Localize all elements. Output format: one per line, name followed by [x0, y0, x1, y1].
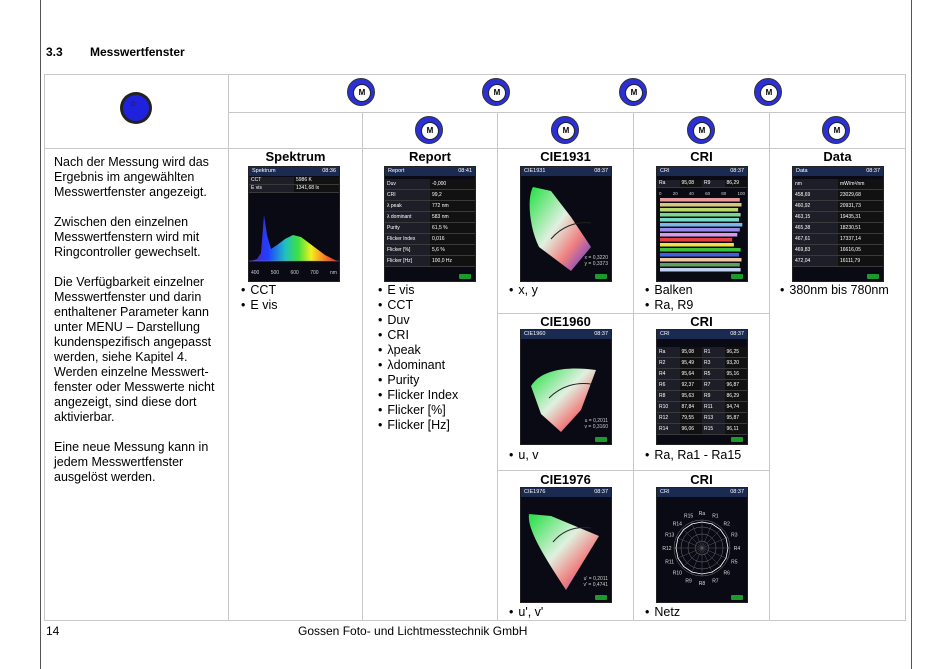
bullet-item: • 380nm bis 780nm: [780, 283, 889, 298]
ring-controller-icon: M: [754, 78, 782, 106]
data-bullets: [780, 283, 889, 298]
column-title-data: Data: [823, 149, 852, 164]
cri-bars-screen: CRI 08:37 Ra 95,08 R9 86,29 0 20 40 60 80 100: [656, 166, 748, 282]
net-label: R5: [731, 559, 738, 566]
net-label: R15: [684, 513, 694, 520]
cri-net-bullets: [645, 605, 680, 620]
column-title-cri-net: CRI: [690, 472, 713, 487]
cri-bar: [660, 218, 739, 222]
cri-bar: [660, 228, 740, 232]
cri-bar: [660, 243, 734, 247]
cri-bar: [660, 263, 740, 267]
bullet-item: • Flicker [Hz]: [378, 418, 458, 433]
intro-paragraph: Eine neue Messung kann in jedem Messwertfenster ausgelöst werden.: [54, 440, 209, 484]
cri-bar: [660, 253, 739, 257]
bullet-item: • u, v: [509, 448, 539, 463]
battery-icon: [459, 274, 471, 279]
cri-bar-chart: [657, 198, 747, 274]
ring-controller-icon: M: [482, 78, 510, 106]
bullet-item: • E vis: [378, 283, 458, 298]
cri-net-screen: CRI 08:37 Ra R1 R2 R3 R4 R5 R6 R7 R8 R9 R10 R11 R12 R13 R14 R15: [656, 487, 748, 603]
battery-icon: [867, 274, 879, 279]
net-label: R2: [723, 521, 730, 528]
intro-paragraph: Nach der Messung wird das Ergebnis im angewählten Messwertfenster angezeigt.: [54, 155, 209, 199]
cie1960-bullets: [509, 448, 539, 463]
cri-bar: [660, 213, 741, 217]
column-title-cri-table: CRI: [690, 314, 713, 329]
spektrum-screen: Spektrum 08:36 CCT 5986 K E vis 1341,68 lx 400 500 600 700 nm: [248, 166, 340, 282]
column-title-cie1960: CIE1960: [540, 314, 591, 329]
battery-icon: [595, 437, 607, 442]
net-label: R7: [712, 578, 719, 585]
net-label: R1: [712, 513, 719, 520]
ring-controller-icon: M: [619, 78, 647, 106]
net-label: R13: [665, 532, 675, 539]
cie1931-bullets: [509, 283, 538, 298]
spektrum-bullets: [241, 283, 277, 313]
column-title-report: Report: [409, 149, 451, 164]
cie1976-screen: CIE1976 08:37 u' = 0,2011 v' = 0,4741: [520, 487, 612, 603]
net-label: R12: [662, 546, 672, 552]
report-bullets: [378, 283, 458, 433]
ring-controller-icon: M: [687, 116, 715, 144]
bullet-item: • λdominant: [378, 358, 458, 373]
net-label: R4: [733, 546, 741, 552]
section-title: Messwertfenster: [90, 45, 185, 59]
net-label: R3: [731, 532, 738, 539]
net-spoke: [682, 528, 702, 548]
net-label: R14: [672, 521, 682, 528]
net-label: Ra: [698, 511, 706, 517]
net-label: R9: [685, 578, 692, 585]
column-title-spektrum: Spektrum: [265, 149, 326, 164]
cri-bar: [660, 268, 741, 272]
footer-company: Gossen Foto- und Lichtmesstechnik GmbH: [298, 624, 528, 638]
cri-bar: [660, 198, 740, 202]
cie1960-screen: CIE1960 08:37 u = 0,2011 v = 0,3160: [520, 329, 612, 445]
intro-paragraph: Die Verfügbarkeit einzelner Messwertfenster und darin enthaltener Parameter kann unter MENU – Darstellung kundenspezifisch angepasst werden, siehe Kapitel 4. Werden einzelne Messwert-fenster oder Messwerte nicht angezeigt, sind diese dort aktivierbar.: [54, 275, 215, 424]
net-spoke: [682, 548, 702, 568]
bullet-item: • Flicker [%]: [378, 403, 458, 418]
cri-bar: [660, 223, 742, 227]
net-label: R8: [698, 581, 706, 587]
net-label: R11: [665, 559, 675, 566]
column-title-cri: CRI: [690, 149, 713, 164]
ring-controller-icon: M: [415, 116, 443, 144]
bullet-item: • Purity: [378, 373, 458, 388]
section-number: 3.3: [46, 45, 63, 59]
net-label: R6: [723, 570, 730, 577]
net-spoke: [702, 548, 722, 568]
column-title-cie1976: CIE1976: [540, 472, 591, 487]
intro-text: [54, 155, 224, 485]
battery-icon: [731, 274, 743, 279]
bullet-item: • Ra, Ra1 - Ra15: [645, 448, 741, 463]
bullet-item: • λpeak: [378, 343, 458, 358]
cri-bars-bullets: [645, 283, 693, 313]
bullet-item: • E vis: [241, 298, 277, 313]
cri-bar: [660, 238, 732, 242]
cri-table-bullets: [645, 448, 741, 463]
ring-controller-icon: M: [551, 116, 579, 144]
ring-controller-icon: M: [347, 78, 375, 106]
cri-bar: [660, 233, 737, 237]
page-number: 14: [46, 624, 60, 638]
cri-table-screen: CRI 08:37 Ra 95,08 R1 96,25 R2 95,49 R3 93,20 R4 95,64 R5 95,16 R6 92,37 R7 96,87 R8 95,63 R9 86,29 R10 87,84 R11 94,74 R12 79,55 R13 95,87 R14 96,06 R15 96,11: [656, 329, 748, 445]
bullet-item: • CCT: [378, 298, 458, 313]
net-spoke: [702, 528, 722, 548]
cri-bar: [660, 258, 742, 262]
battery-icon: [595, 595, 607, 600]
cri-bar: [660, 208, 738, 212]
net-label: R10: [672, 570, 682, 577]
cri-bar: [660, 248, 741, 252]
ring-controller-center-icon: O: [120, 92, 152, 124]
cri-net-chart: [657, 498, 747, 598]
bullet-item: • Ra, R9: [645, 298, 693, 313]
bullet-item: • Duv: [378, 313, 458, 328]
cie1976-bullets: [509, 605, 543, 620]
intro-paragraph: Zwischen den einzelnen Messwertfenstern wird mit Ringcontroller gewechselt.: [54, 215, 201, 259]
bullet-item: • Balken: [645, 283, 693, 298]
ring-controller-icon: M: [822, 116, 850, 144]
bullet-item: • x, y: [509, 283, 538, 298]
report-screen: Report 08:41 Duv -0,000 CRI 99,2 λ peak 772 nm λ dominant 583 nm Purity 61,5 % Flicker Index 0,016 Flicker [%] 5,6 % Flicker [Hz] 100,0 Hz: [384, 166, 476, 282]
cri-bar: [660, 203, 742, 207]
bullet-item: • u', v': [509, 605, 543, 620]
battery-icon: [595, 274, 607, 279]
cie1931-screen: CIE1931 08:37 x = 0,3220 y = 0,3373: [520, 166, 612, 282]
battery-icon: [731, 595, 743, 600]
bullet-item: • Flicker Index: [378, 388, 458, 403]
bullet-item: • CRI: [378, 328, 458, 343]
bullet-item: • Netz: [645, 605, 680, 620]
spectrum-graph: [249, 195, 339, 281]
bullet-item: • CCT: [241, 283, 277, 298]
column-title-cie1931: CIE1931: [540, 149, 591, 164]
battery-icon: [731, 437, 743, 442]
data-screen: Data 08:37 nm mW/m²/nm 458,69 23029,68 460,92 20931,73 463,15 19435,31 465,38 18230,51 467,61 17337,14 469,83 16616,05 472,04 16111,79: [792, 166, 884, 282]
